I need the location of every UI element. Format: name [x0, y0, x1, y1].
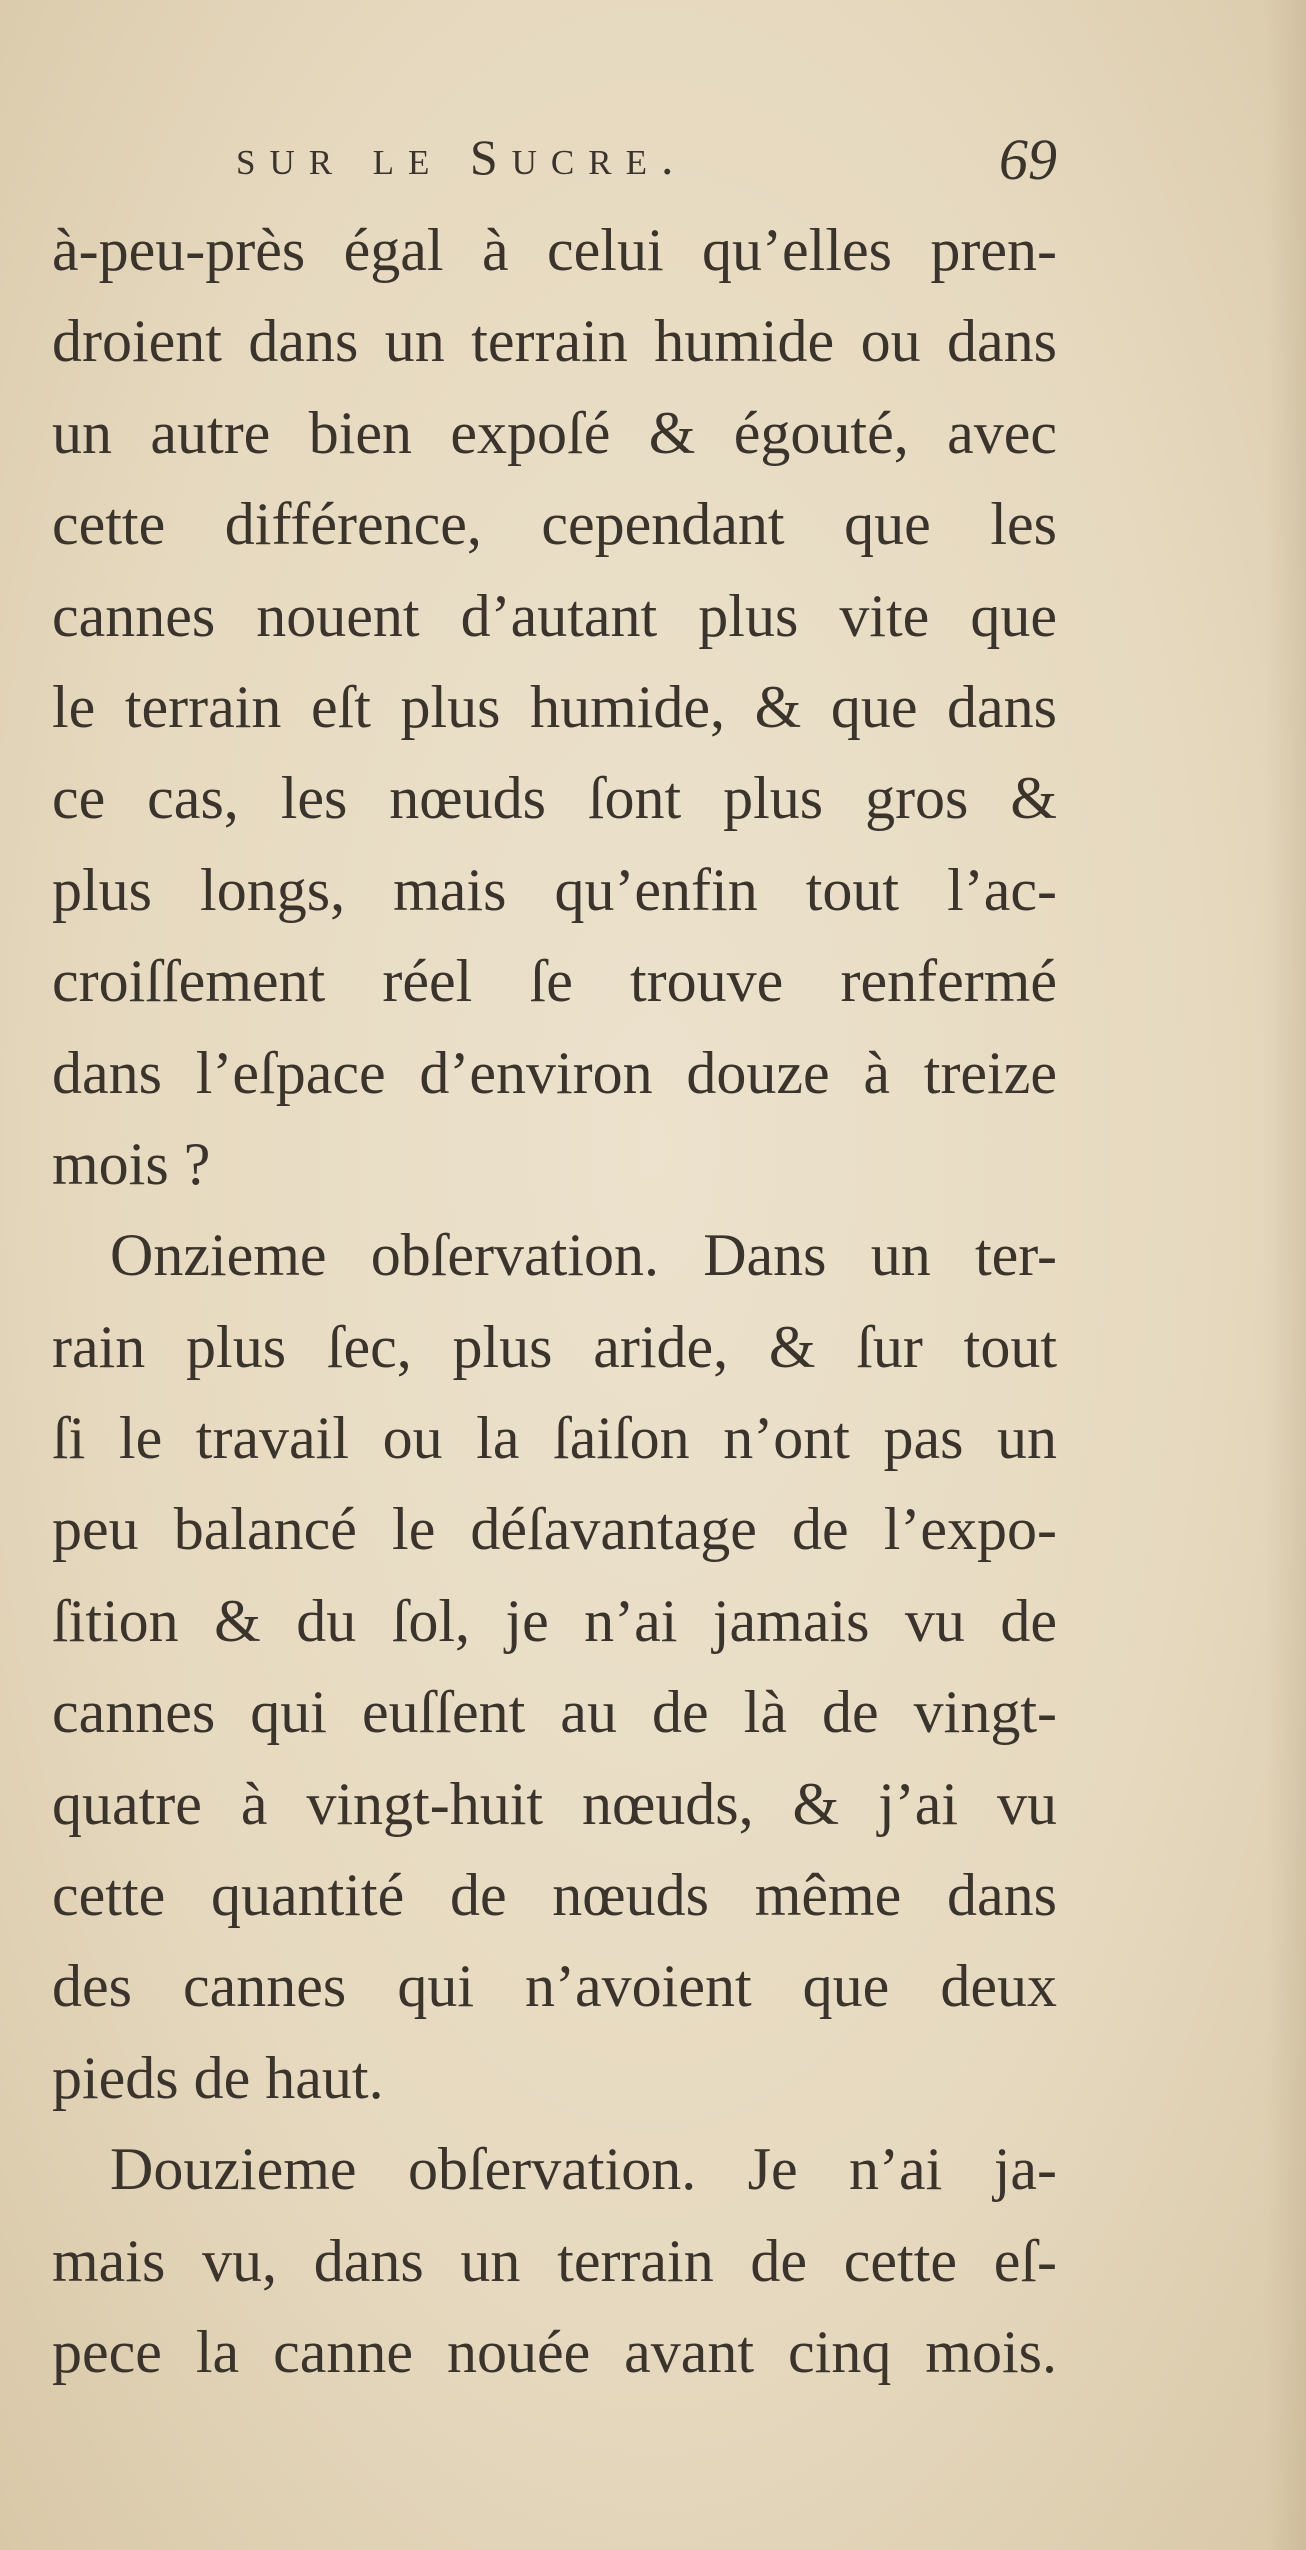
text-line: mois ? — [52, 1130, 211, 1197]
text-line: un autre bien expoſé & égouté, avec — [52, 399, 1057, 466]
page-header — [236, 128, 1057, 198]
text-line: cannes qui euſſent au de là de vingt- — [52, 1679, 1057, 1746]
paragraph-start-line: Onzieme obſervation. Dans un ter- — [110, 1222, 1057, 1289]
text-line: pece la canne nouée avant cinq mois. — [52, 2318, 1057, 2385]
text-line: quatre à vingt-huit nœuds, & j’ai vu — [52, 1770, 1057, 1837]
text-line: plus longs, mais qu’enfin tout l’ac- — [52, 856, 1057, 923]
text-line: ce cas, les nœuds ſont plus gros & — [52, 765, 1057, 832]
text-line: mais vu, dans un terrain de cette eſ- — [52, 2227, 1057, 2294]
text-line: croiſſement réel ſe trouve renfermé — [52, 948, 1057, 1015]
text-line: des cannes qui n’avoient que deux — [52, 1953, 1057, 2020]
text-line: à-peu-près égal à celui qu’elles pren- — [52, 217, 1057, 283]
text-line: dans l’eſpace d’environ douze à treize — [52, 1039, 1057, 1106]
text-line: pieds de haut. — [52, 2044, 384, 2111]
text-line: cannes nouent d’autant plus vite que — [52, 582, 1057, 649]
text-line: cette différence, cependant que les — [52, 491, 1057, 558]
text-line: droient dans un terrain humide ou dans — [52, 308, 1057, 375]
text-line: le terrain eſt plus humide, & que dans — [52, 673, 1057, 740]
body-text — [52, 205, 1057, 2398]
text-line: peu balancé le déſavantage de l’expo- — [52, 1496, 1057, 1563]
text-line: rain plus ſec, plus aride, & ſur tout — [52, 1313, 1057, 1380]
running-title: sur le Sucre. — [236, 129, 688, 185]
text-line: ſi le travail ou la ſaiſon n’ont pas un — [52, 1405, 1057, 1472]
page-number: 69 — [999, 127, 1057, 192]
page-edge-shadow — [1266, 0, 1306, 2550]
text-line: cette quantité de nœuds même dans — [52, 1862, 1057, 1929]
text-line: ſition & du ſol, je n’ai jamais vu de — [52, 1587, 1057, 1654]
paragraph-start-line: Douzieme obſervation. Je n’ai ja- — [110, 2136, 1057, 2203]
